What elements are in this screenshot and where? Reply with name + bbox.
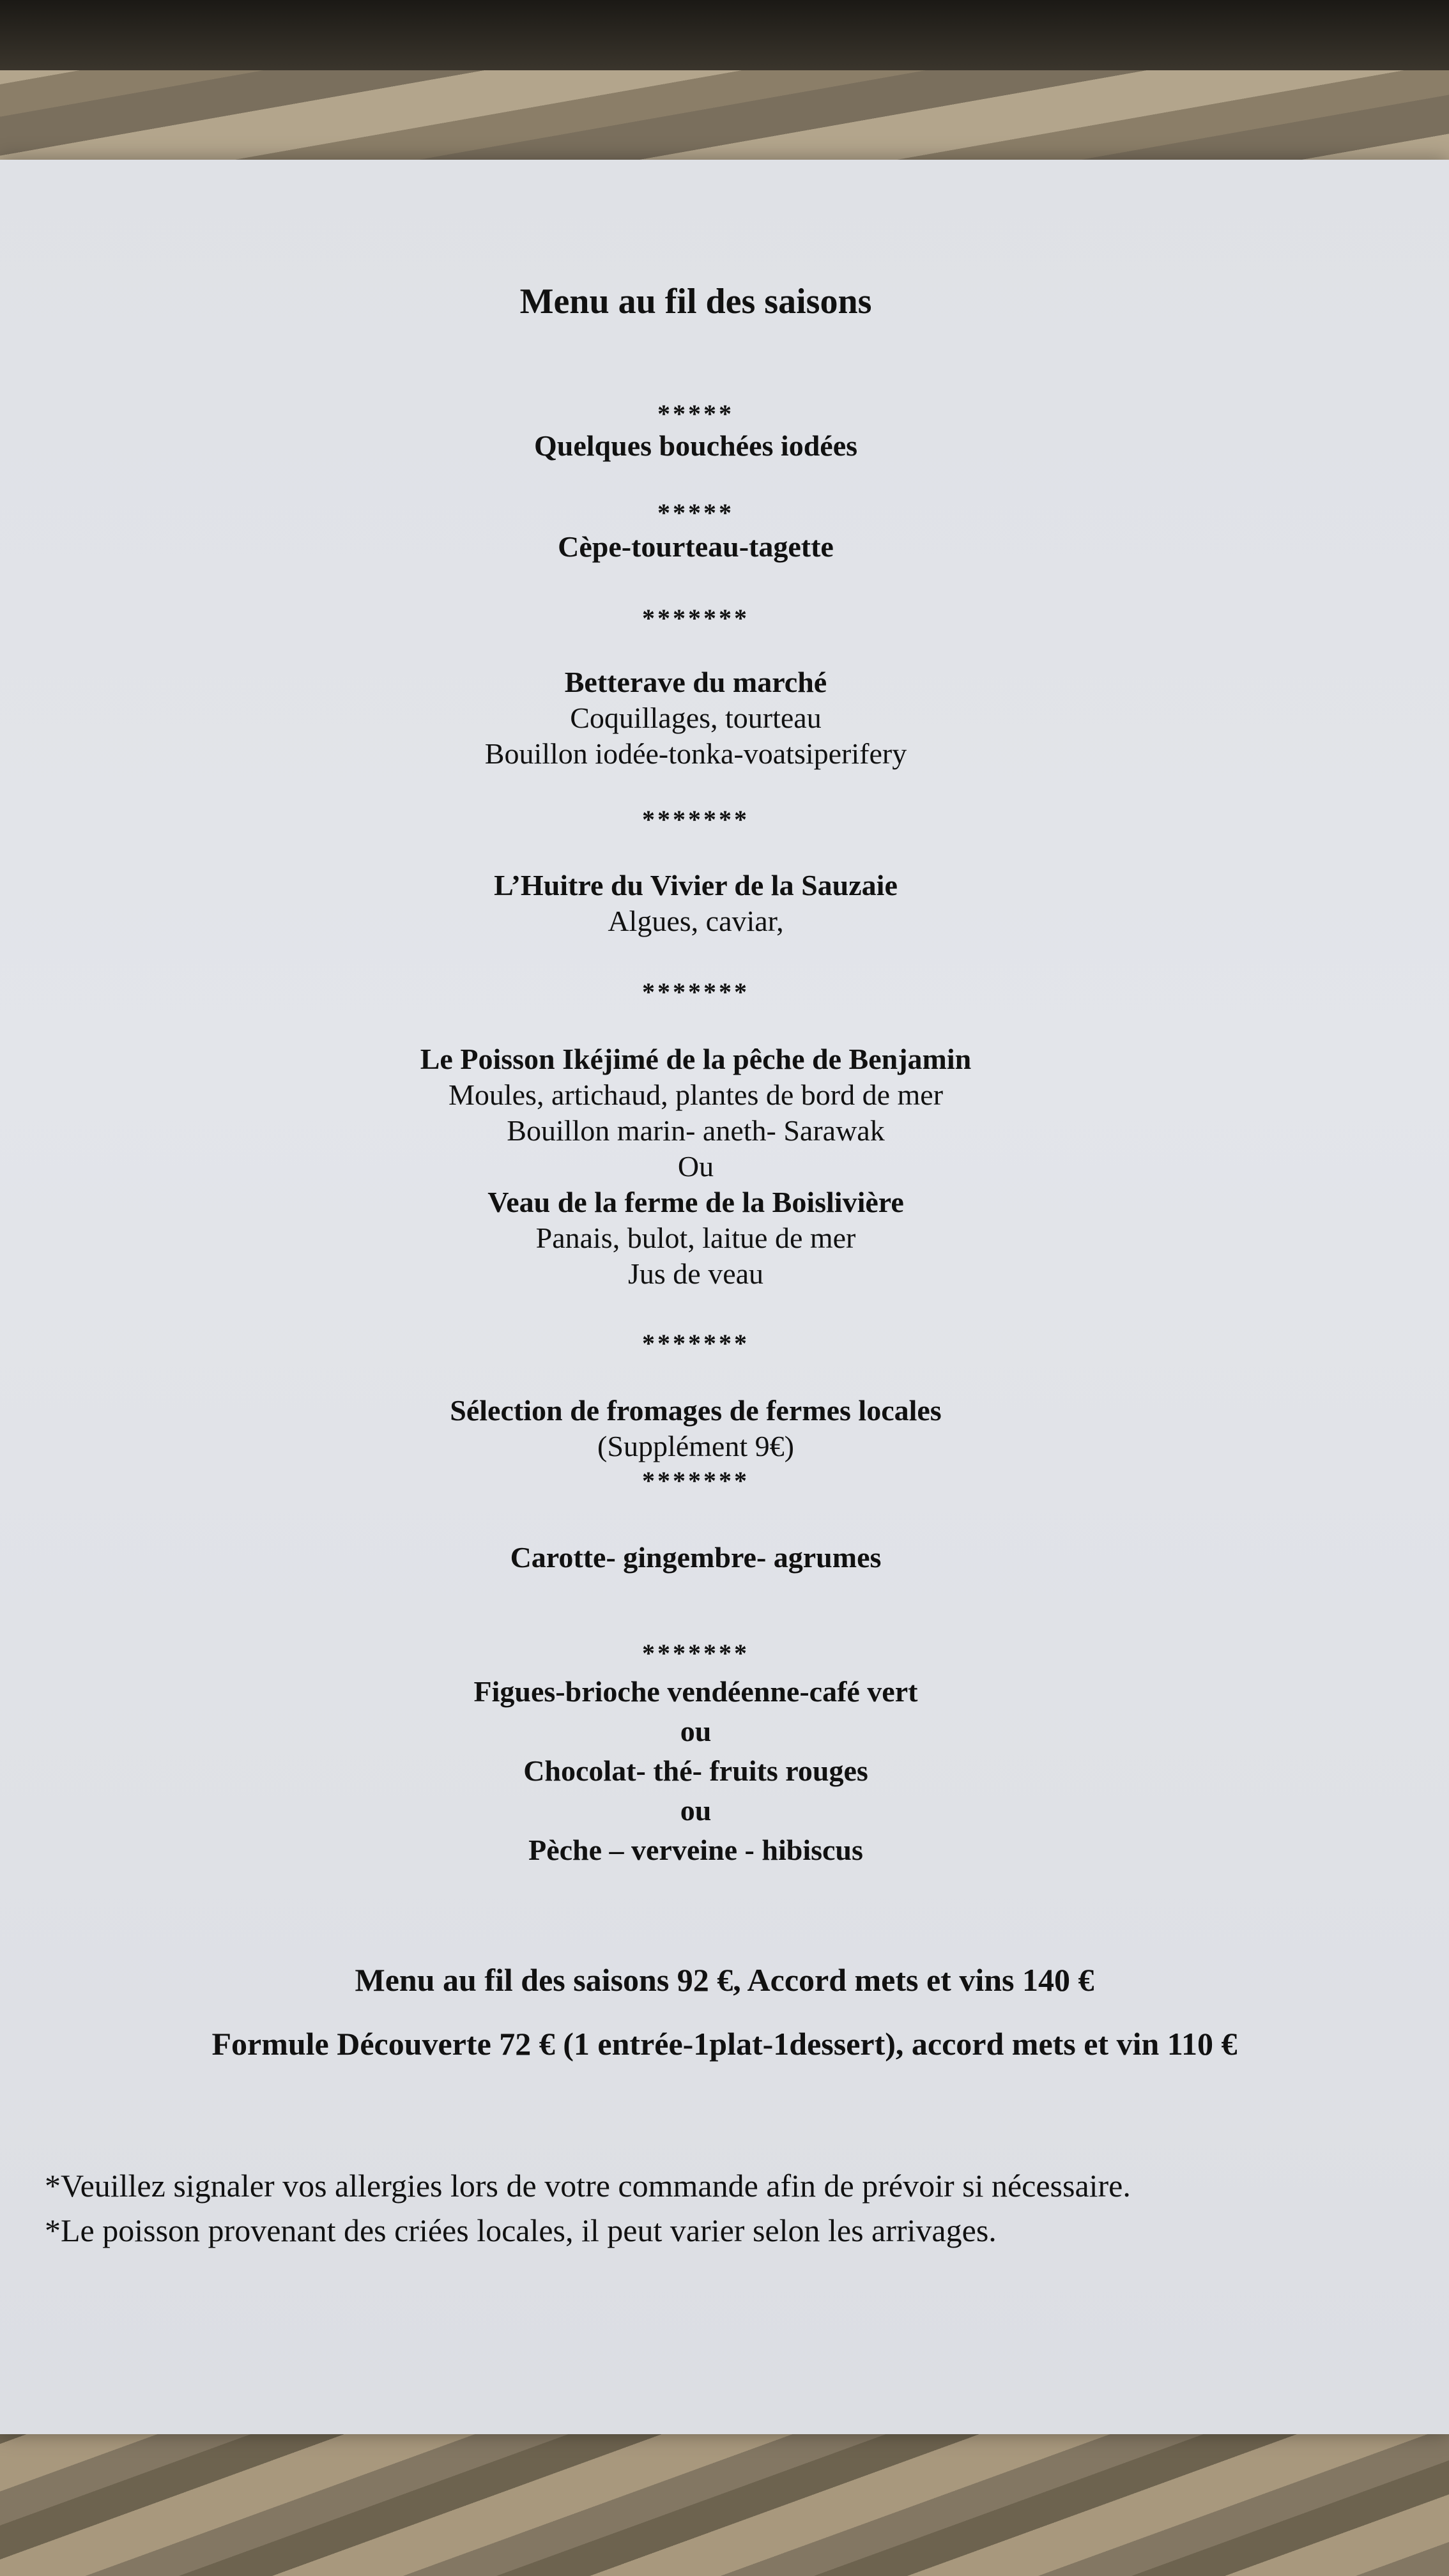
course-5-detail: Moules, artichaud, plantes de bord de mer	[448, 1078, 944, 1111]
separator: *******	[642, 604, 749, 632]
dessert-1: Figues-brioche vendéenne-café vert	[473, 1675, 918, 1708]
course-4-detail: Algues, caviar,	[608, 905, 784, 937]
course-3-detail: Coquillages, tourteau	[570, 702, 822, 734]
dessert-3: Pèche – verveine - hibiscus	[528, 1834, 863, 1866]
separator: *******	[642, 1329, 749, 1358]
course-6-detail: Panais, bulot, laitue de mer	[535, 1222, 856, 1254]
course-3-title: Betterave du marché	[564, 666, 827, 698]
fish-note: *Le poisson provenant des criées locales, il peut varier selon les arrivages.	[45, 2212, 997, 2248]
course-5-detail: Bouillon marin- aneth- Sarawak	[507, 1114, 885, 1147]
allergy-note: *Veuillez signaler vos allergies lors de votre commande afin de prévoir si nécessaire.	[45, 2168, 1131, 2204]
cheese-title: Sélection de fromages de fermes locales	[450, 1394, 942, 1427]
separator: *******	[642, 1466, 749, 1495]
course-6-title: Veau de la ferme de la Boislivière	[487, 1186, 904, 1218]
menu-sheet	[0, 160, 1449, 2434]
course-3-detail: Bouillon iodée-tonka-voatsiperifery	[484, 737, 907, 770]
course-2: Cèpe-tourteau-tagette	[558, 530, 834, 563]
course-5-title: Le Poisson Ikéjimé de la pêche de Benjamin	[420, 1043, 972, 1075]
or-connector: ou	[680, 1715, 712, 1747]
price-formule-decouverte: Formule Découverte 72 € (1 entrée-1plat-1dessert), accord mets et vin 110 €	[211, 2026, 1238, 2062]
course-1: Quelques bouchées iodées	[533, 429, 858, 462]
separator: *******	[642, 1639, 749, 1667]
ceiling-shadow	[0, 0, 1449, 70]
dessert-2: Chocolat- thé- fruits rouges	[523, 1754, 868, 1787]
separator: *******	[642, 805, 749, 834]
cheese-supplement: (Supplément 9€)	[597, 1430, 794, 1462]
menu-title: Menu au fil des saisons	[519, 282, 872, 321]
table-background-bottom	[0, 2410, 1449, 2576]
pre-dessert: Carotte- gingembre- agrumes	[510, 1541, 882, 1574]
separator: *******	[642, 977, 749, 1006]
course-4-title: L’Huitre du Vivier de la Sauzaie	[494, 869, 898, 901]
separator: *****	[657, 399, 734, 428]
price-menu-saisons: Menu au fil des saisons 92 €, Accord mets et vins 140 €	[355, 1962, 1094, 1998]
course-6-detail: Jus de veau	[627, 1257, 764, 1290]
separator: *****	[657, 498, 734, 527]
or-connector: ou	[680, 1794, 712, 1827]
or-connector: Ou	[677, 1150, 714, 1183]
